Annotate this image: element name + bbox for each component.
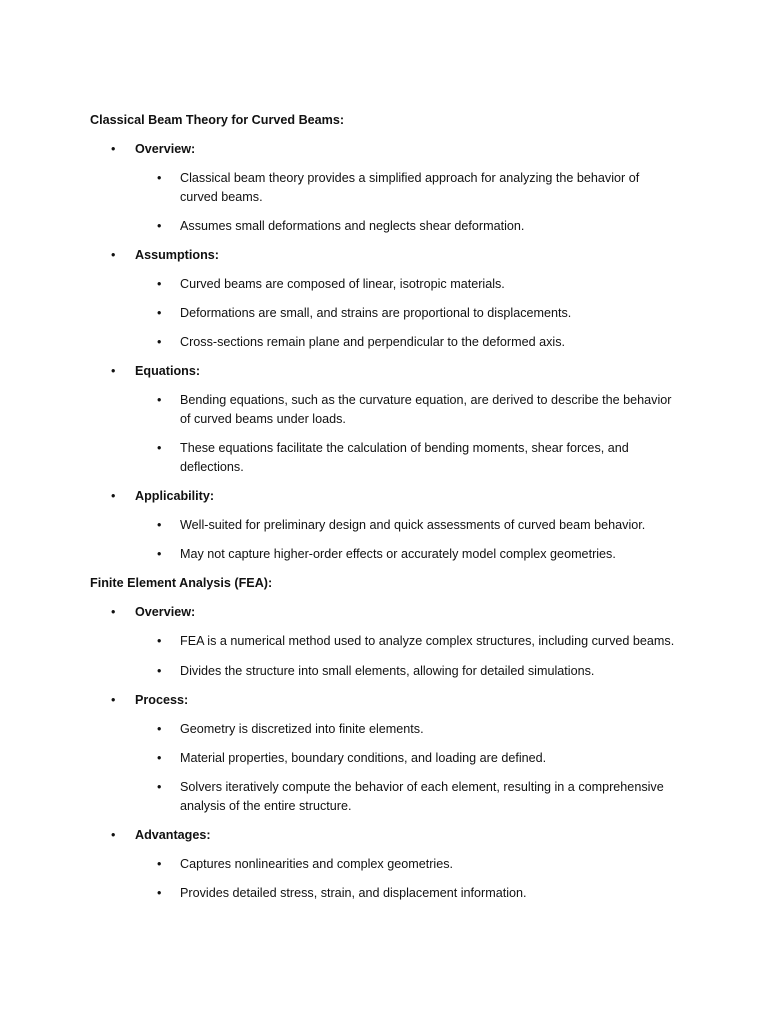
list-item-text: Material properties, boundary conditions, and loading are defined. <box>180 751 547 765</box>
list-item-text: Cross-sections remain plane and perpendicular to the deformed axis. <box>180 335 566 349</box>
list-item <box>157 720 680 739</box>
bullet-heading <box>111 826 211 845</box>
bullet-heading-label: Assumptions: <box>135 248 219 262</box>
list-item-text: Classical beam theory provides a simplified approach for analyzing the behavior of curved beams. <box>180 171 640 204</box>
bullet-icon: • <box>157 751 162 765</box>
list-item <box>157 662 680 681</box>
bullet-icon: • <box>157 335 162 349</box>
list-item-text: Well-suited for preliminary design and quick assessments of curved beam behavior. <box>180 518 646 532</box>
bullet-icon: • <box>157 664 162 678</box>
list-item <box>157 778 680 816</box>
bullet-heading <box>111 246 219 265</box>
bullet-icon: • <box>157 634 162 648</box>
list-item-text: Captures nonlinearities and complex geometries. <box>180 857 454 871</box>
bullet-icon: • <box>157 171 162 185</box>
bullet-icon: • <box>111 489 116 503</box>
bullet-heading <box>111 362 201 381</box>
bullet-icon: • <box>157 441 162 455</box>
bullet-icon: • <box>157 306 162 320</box>
bullet-icon: • <box>111 605 116 619</box>
bullet-icon: • <box>111 142 116 156</box>
bullet-icon: • <box>111 364 116 378</box>
list-item-text: FEA is a numerical method used to analyze complex structures, including curved beams. <box>180 634 675 648</box>
bullet-heading-label: Overview: <box>135 605 196 619</box>
list-item <box>157 391 680 429</box>
bullet-icon: • <box>157 886 162 900</box>
list-item-text: Deformations are small, and strains are proportional to displacements. <box>180 306 572 320</box>
bullet-heading-label: Equations: <box>135 364 201 378</box>
bullet-icon: • <box>157 722 162 736</box>
list-item <box>157 275 680 294</box>
bullet-icon: • <box>157 393 162 407</box>
bullet-icon: • <box>157 780 162 794</box>
bullet-icon: • <box>111 828 116 842</box>
list-item-text: Geometry is discretized into finite elements. <box>180 722 424 736</box>
bullet-heading <box>111 487 215 506</box>
list-item-text: May not capture higher-order effects or accurately model complex geometries. <box>180 547 616 561</box>
bullet-icon: • <box>157 219 162 233</box>
list-item <box>157 304 680 323</box>
list-item <box>157 439 680 477</box>
list-item <box>157 632 680 651</box>
list-item-text: Solvers iteratively compute the behavior of each element, resulting in a comprehensive analysis of the entire structure. <box>180 780 664 813</box>
list-item <box>157 545 680 564</box>
bullet-heading-label: Overview: <box>135 142 196 156</box>
bullet-heading <box>111 140 196 159</box>
bullet-icon: • <box>157 277 162 291</box>
section-title: Classical Beam Theory for Curved Beams: <box>90 113 345 127</box>
bullet-icon: • <box>157 857 162 871</box>
bullet-heading-label: Advantages: <box>135 828 211 842</box>
list-item-text: Curved beams are composed of linear, isotropic materials. <box>180 277 505 291</box>
bullet-icon: • <box>157 518 162 532</box>
bullet-icon: • <box>111 248 116 262</box>
bullet-heading <box>111 691 189 710</box>
list-item-text: Bending equations, such as the curvature equation, are derived to describe the behavior of curved beams under loads. <box>180 393 672 426</box>
bullet-icon: • <box>111 693 116 707</box>
list-item <box>157 169 680 207</box>
list-item <box>157 516 680 535</box>
list-item <box>157 884 680 903</box>
bullet-heading-label: Applicability: <box>135 489 215 503</box>
bullet-heading <box>111 603 196 622</box>
list-item-text: Assumes small deformations and neglects shear deformation. <box>180 219 525 233</box>
list-item <box>157 855 680 874</box>
list-item-text: Divides the structure into small elements, allowing for detailed simulations. <box>180 664 595 678</box>
list-item-text: Provides detailed stress, strain, and displacement information. <box>180 886 527 900</box>
list-item <box>157 217 680 236</box>
bullet-icon: • <box>157 547 162 561</box>
list-item-text: These equations facilitate the calculation of bending moments, shear forces, and deflections. <box>180 441 629 474</box>
section-title: Finite Element Analysis (FEA): <box>90 576 273 590</box>
bullet-heading-label: Process: <box>135 693 189 707</box>
list-item <box>157 333 680 352</box>
list-item <box>157 749 680 768</box>
